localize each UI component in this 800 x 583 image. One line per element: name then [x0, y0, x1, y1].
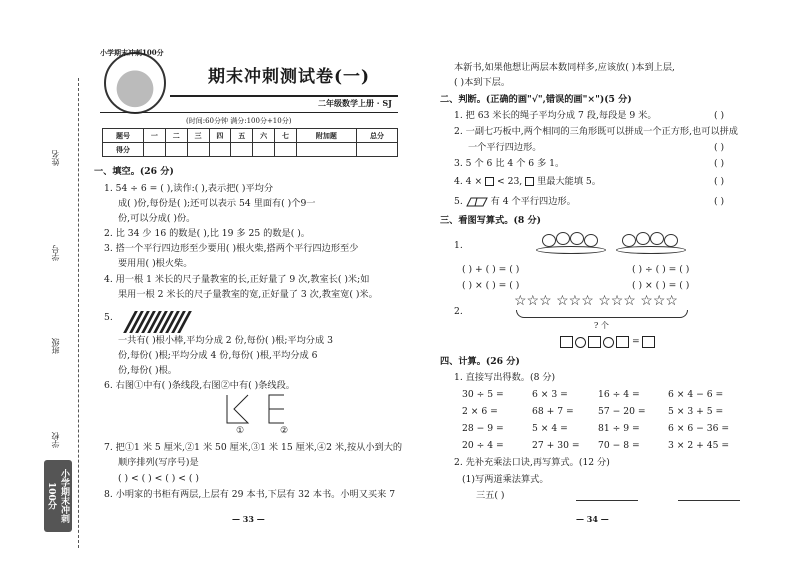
picture-1-equation-b: ( ) ÷ ( ) = ( ) [632, 264, 690, 275]
score-input-cell[interactable] [209, 143, 231, 157]
judge-3: 3. 5 个 6 比 4 个 6 多 1。 [454, 158, 565, 169]
answer-box[interactable] [642, 336, 655, 348]
name-label: 姓名 [51, 150, 60, 166]
question-3-line-1: 3. 搭一个平行四边形至少要用( )根火柴,搭两个平行四边形至少 [104, 243, 359, 254]
parallelogram-figure [466, 197, 488, 207]
calc-item: 16 ÷ 4 = [598, 389, 640, 400]
question-5-line-3: 份,每份( )根。 [118, 365, 177, 376]
plate-dish [536, 246, 606, 254]
question-4-line-1: 4. 用一根 1 米长的尺子量教室的长,正好量了 9 次,教室长( )米;如 [104, 274, 370, 285]
score-input-cell[interactable] [253, 143, 275, 157]
brand-text: 小学期末冲刺100分 [100, 48, 164, 57]
stars-question-label: ? 个 [594, 321, 609, 330]
apple-icon [622, 234, 636, 247]
question-7-line-2: 顺序排列(写序号)是 [118, 457, 199, 468]
judge-4-answer[interactable]: ( ) [714, 176, 725, 187]
student-id-label: 学号 [51, 245, 60, 261]
apple-icon [636, 232, 650, 245]
judge-4-part-1: 4. 4 × [454, 176, 483, 187]
score-input-cell[interactable] [356, 143, 397, 157]
plate-dish [616, 246, 686, 254]
apple-icon [584, 234, 598, 247]
time-line: (时间:60分钟 满分:100分+10分) [186, 117, 292, 125]
calc-item: 6 × 6 − 36 = [668, 423, 730, 434]
question-4-line-2: 果用一根 2 米长的尺子量教室的宽,正好量了 3 次,教室宽( )米。 [118, 289, 378, 300]
blank-box [485, 177, 494, 186]
calc-item: 6 × 4 − 6 = [668, 389, 724, 400]
calc-item: 6 × 3 = [532, 389, 568, 400]
question-1-line-1: 1. 54 ÷ 6 = ( ),读作:( ),表示把( )平均分 [104, 183, 274, 194]
calc-item: 3 × 2 + 45 = [668, 440, 730, 451]
judge-1-answer[interactable]: ( ) [714, 110, 725, 121]
question-8-line-2: 本新书,如果他想让两层本数同样多,应该放( )本到上层, [454, 62, 675, 73]
apple-plate-2 [616, 232, 686, 254]
table-cell: 得分 [103, 143, 144, 157]
question-5-line-2: 份,每份( )根;平均分成 4 份,每份( )根,平均分成 6 [118, 350, 318, 361]
score-table [102, 128, 398, 157]
picture-1-number: 1. [454, 240, 463, 251]
calc-item: 81 ÷ 9 = [598, 423, 640, 434]
school-label: 学校 [51, 432, 60, 448]
apple-icon [556, 232, 570, 245]
calc-item: 68 + 7 = [532, 406, 574, 417]
picture-2-number: 2. [454, 306, 463, 317]
score-input-cell[interactable] [275, 143, 297, 157]
question-5-line-1: 一共有( )根小棒,平均分成 2 份,每份( )根;平均分成 3 [118, 335, 333, 346]
question-2: 2. 比 34 少 16 的数是( ),比 19 多 25 的数是( )。 [104, 228, 310, 239]
table-cell: 六 [253, 129, 275, 143]
apple-icon [650, 232, 664, 245]
section-1-heading: 一、填空。(26 分) [94, 166, 174, 177]
table-cell: 三 [187, 129, 209, 143]
table-cell: 总分 [356, 129, 397, 143]
calc-item: 30 ÷ 5 = [462, 389, 504, 400]
calc-item: 2 × 6 = [462, 406, 498, 417]
picture-1-equation-a: ( ) + ( ) = ( ) [462, 264, 520, 275]
question-8-line-1: 8. 小明家的书柜有两层,上层有 29 本书,下层有 32 本书。小明又买来 7 [104, 489, 396, 500]
table-cell: 附加题 [296, 129, 356, 143]
judge-3-answer[interactable]: ( ) [714, 158, 725, 169]
question-8-line-3: ( )本到下层。 [454, 77, 511, 88]
question-6: 6. 右图①中有( )条线段,右图②中有( )条线段。 [104, 380, 295, 391]
score-table-row [103, 129, 398, 143]
page-title: 期末冲刺测试卷(一) [208, 67, 371, 87]
parallelogram-divider [475, 198, 477, 206]
answer-box[interactable] [588, 336, 601, 348]
right-page [400, 0, 800, 583]
score-input-cell[interactable] [187, 143, 209, 157]
blank-box [525, 177, 534, 186]
picture-1-equation-c: ( ) × ( ) = ( ) [462, 280, 520, 291]
table-cell: 四 [209, 129, 231, 143]
calc-item: 57 − 20 = [598, 406, 646, 417]
judge-4-part-2: < 23, [497, 176, 523, 187]
answer-box[interactable] [616, 336, 629, 348]
answer-line[interactable] [678, 500, 740, 501]
apple-icon [664, 234, 678, 247]
times-table-prompt: 三五( ) [476, 490, 505, 501]
figure-1-shape [227, 395, 248, 423]
question-7-line-3: ( ) < ( ) < ( ) < ( ) [118, 473, 199, 484]
operator-circle[interactable] [575, 337, 586, 348]
apple-icon [542, 234, 556, 247]
score-input-cell[interactable] [165, 143, 187, 157]
calc-1-heading: 1. 直接写出得数。(8 分) [454, 372, 556, 383]
score-input-cell[interactable] [231, 143, 253, 157]
score-table-row [103, 143, 398, 157]
question-3-line-2: 要用用( )根火柴。 [118, 258, 193, 269]
table-cell: 五 [231, 129, 253, 143]
judge-5-answer[interactable]: ( ) [714, 196, 725, 207]
judge-5-text: 有 4 个平行四边形。 [490, 196, 576, 207]
calc-item: 28 − 9 = [462, 423, 504, 434]
figure-2-label: ② [280, 425, 289, 436]
judge-1: 1. 把 63 米长的绳子平均分成 7 段,每段是 9 米。 [454, 110, 657, 121]
operator-circle[interactable] [603, 337, 614, 348]
class-label: 班级 [51, 338, 60, 354]
question-5-number: 5. [104, 312, 113, 323]
table-cell: 二 [165, 129, 187, 143]
judge-4 [454, 176, 601, 188]
question-1-line-3: 份,可以分成( )份。 [118, 213, 196, 224]
judge-2-line-1: 2. 一副七巧板中,两个相同的三角形既可以拼成一个正方形,也可以拼成 [454, 126, 738, 137]
side-cut-line [78, 78, 79, 548]
calc-item: 20 ÷ 4 = [462, 440, 504, 451]
equals-sign: = [632, 336, 640, 347]
picture-1-equation-d: ( ) × ( ) = ( ) [632, 280, 690, 291]
question-1-line-2: 成( )份,每份是( );还可以表示 54 里面有( )个9一 [118, 198, 316, 209]
score-input-cell[interactable] [296, 143, 356, 157]
stars-brace [516, 310, 688, 318]
section-2-heading: 二、判断。(正确的画"√",错误的画"×")(5 分) [440, 94, 632, 105]
calc-item: 70 − 8 = [598, 440, 640, 451]
answer-line[interactable] [576, 500, 638, 501]
side-brand-logo: 小学期末冲刺100分 [44, 460, 72, 532]
page-number-33: — 33 — [232, 514, 265, 524]
judge-5 [454, 196, 576, 208]
calc-item: 27 + 30 = [532, 440, 580, 451]
figure-1-label: ① [236, 425, 245, 436]
table-cell: 题号 [103, 129, 144, 143]
question-7-line-1: 7. 把①1 米 5 厘米,②1 米 50 厘米,③1 米 15 厘米,④2 米,按从小到大的 [104, 442, 403, 453]
section-4-heading: 四、计算。(26 分) [440, 356, 520, 367]
calc-item: 5 × 4 = [532, 423, 568, 434]
calc-2-sub-heading: (1)写两道乘法算式。 [462, 474, 549, 485]
apple-icon [570, 232, 584, 245]
score-input-cell[interactable] [143, 143, 165, 157]
table-cell: 七 [275, 129, 297, 143]
answer-box[interactable] [560, 336, 573, 348]
grade-label: 二年级数学上册 · SJ [318, 98, 392, 108]
page-number-34: — 34 — [576, 514, 609, 524]
calc-2-heading: 2. 先补充乘法口诀,再写算式。(12 分) [454, 457, 610, 468]
title-rule [170, 95, 398, 97]
stars-row: ☆☆☆ ☆☆☆ ☆☆☆ ☆☆☆ [514, 293, 678, 309]
apple-plate-1 [536, 232, 606, 254]
section-3-heading: 三、看图写算式。(8 分) [440, 215, 541, 226]
calc-item: 5 × 3 + 5 = [668, 406, 724, 417]
judge-2-answer[interactable]: ( ) [714, 142, 725, 153]
judge-4-part-3: 里最大能填 5。 [537, 176, 601, 187]
brand-logo [104, 52, 166, 114]
sticks-illustration [123, 311, 189, 335]
judge-2-line-2: 一个平行四边形。 [468, 142, 542, 153]
judge-5-number: 5. [454, 196, 463, 207]
header-rule [100, 112, 398, 113]
table-cell: 一 [143, 129, 165, 143]
